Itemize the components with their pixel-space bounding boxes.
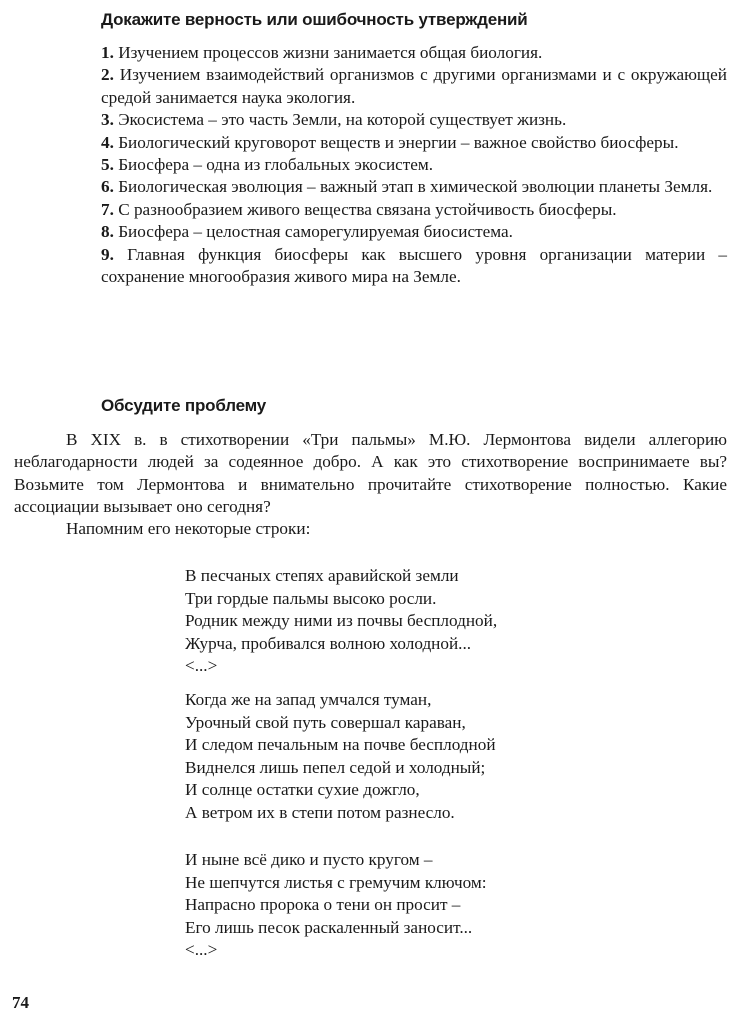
poem-ellipsis: <...> (185, 656, 218, 676)
statement-number: 8. (101, 222, 114, 242)
statement-item (101, 244, 727, 289)
poem-line: Не шепчутся листья с гремучим ключом: (185, 872, 487, 892)
poem-line: Урочный свой путь совершал караван, (185, 712, 466, 732)
poem-stanza-1 (185, 565, 605, 678)
poem-line: В песчаных степях аравийской земли (185, 566, 459, 585)
statements-list (101, 42, 727, 288)
statement-item (101, 132, 727, 154)
poem-line: Когда же на запад умчался туман, (185, 690, 432, 709)
statement-text: Изучением процессов жизни занимается общая биология. (118, 43, 543, 62)
poem-intro-paragraph: Напомним его некоторые строки: (66, 519, 311, 538)
poem-ellipsis: <...> (185, 940, 218, 960)
statement-text: С разнообразием живого вещества связана устойчивость биосферы. (118, 199, 617, 219)
poem-line: Родник между ними из почвы бесплодной, (185, 611, 498, 631)
statement-number: 5. (101, 155, 114, 175)
poem-line: Его лишь песок раскаленный заносит... (185, 917, 473, 937)
statement-item (101, 154, 727, 176)
poem-line: Виднелся лишь пепел седой и холодный; (185, 757, 486, 777)
statement-text: Биосфера – целостная саморегулируемая биосистема. (118, 222, 513, 242)
statement-text: Главная функция биосферы как высшего уровня организации материи – сохранение многообразия живого мира на Земле. (101, 244, 728, 287)
statement-text: Изучением взаимодействий организмов с другими организмами и с окружающей средой занимается наука экология. (101, 65, 727, 107)
poem-line: А ветром их в степи потом разнесло. (185, 802, 455, 822)
statement-number: 6. (101, 177, 114, 197)
statement-text: Экосистема – это часть Земли, на которой существует жизнь. (118, 110, 567, 130)
statement-item (101, 64, 727, 109)
statement-item (101, 109, 727, 131)
discussion-paragraph: В XIX в. в стихотворении «Три пальмы» М.Ю. Лермонтова видели аллегорию неблагодарности людей за содеянное добро. А как это стихотворение воспринимаете вы? Возьмите том Лермонтова и внимательно прочитайте стихотворение полностью. Какие ассоциации вызывает оно сегодня? (14, 430, 727, 517)
poem-line: Три гордые пальмы высоко росли. (185, 588, 437, 608)
poem-line: И ныне всё дико и пусто кругом – (185, 850, 433, 869)
statement-number: 4. (101, 132, 114, 152)
statement-number: 3. (101, 110, 114, 130)
poem-stanza-3 (185, 849, 605, 962)
statement-number: 1. (101, 43, 114, 62)
section-title-discussion: Обсудите проблему (101, 396, 267, 415)
statement-item (101, 176, 727, 198)
poem-line: Журча, пробивался волною холодной... (185, 633, 472, 653)
poem-line: Напрасно пророка о тени он просит – (185, 895, 461, 915)
poem-stanza-2 (185, 689, 605, 825)
poem-line: И солнце остатки сухие дожгло, (185, 780, 420, 800)
statement-item (101, 199, 727, 221)
statement-text: Биосфера – одна из глобальных экосистем. (118, 155, 434, 175)
statement-item (101, 42, 727, 64)
statement-text: Биологический круговорот веществ и энергии – важное свойство биосферы. (118, 132, 679, 152)
statement-number: 9. (101, 244, 114, 264)
statement-number: 7. (101, 199, 114, 219)
statement-item (101, 221, 727, 243)
page-number: 74 (12, 993, 29, 1012)
poem-line: И следом печальным на почве бесплодной (185, 735, 496, 755)
statement-number: 2. (101, 65, 114, 85)
statement-text: Биологическая эволюция – важный этап в химической эволюции планеты Земля. (118, 177, 713, 197)
section-title-statements: Докажите верность или ошибочность утверждений (101, 10, 528, 29)
